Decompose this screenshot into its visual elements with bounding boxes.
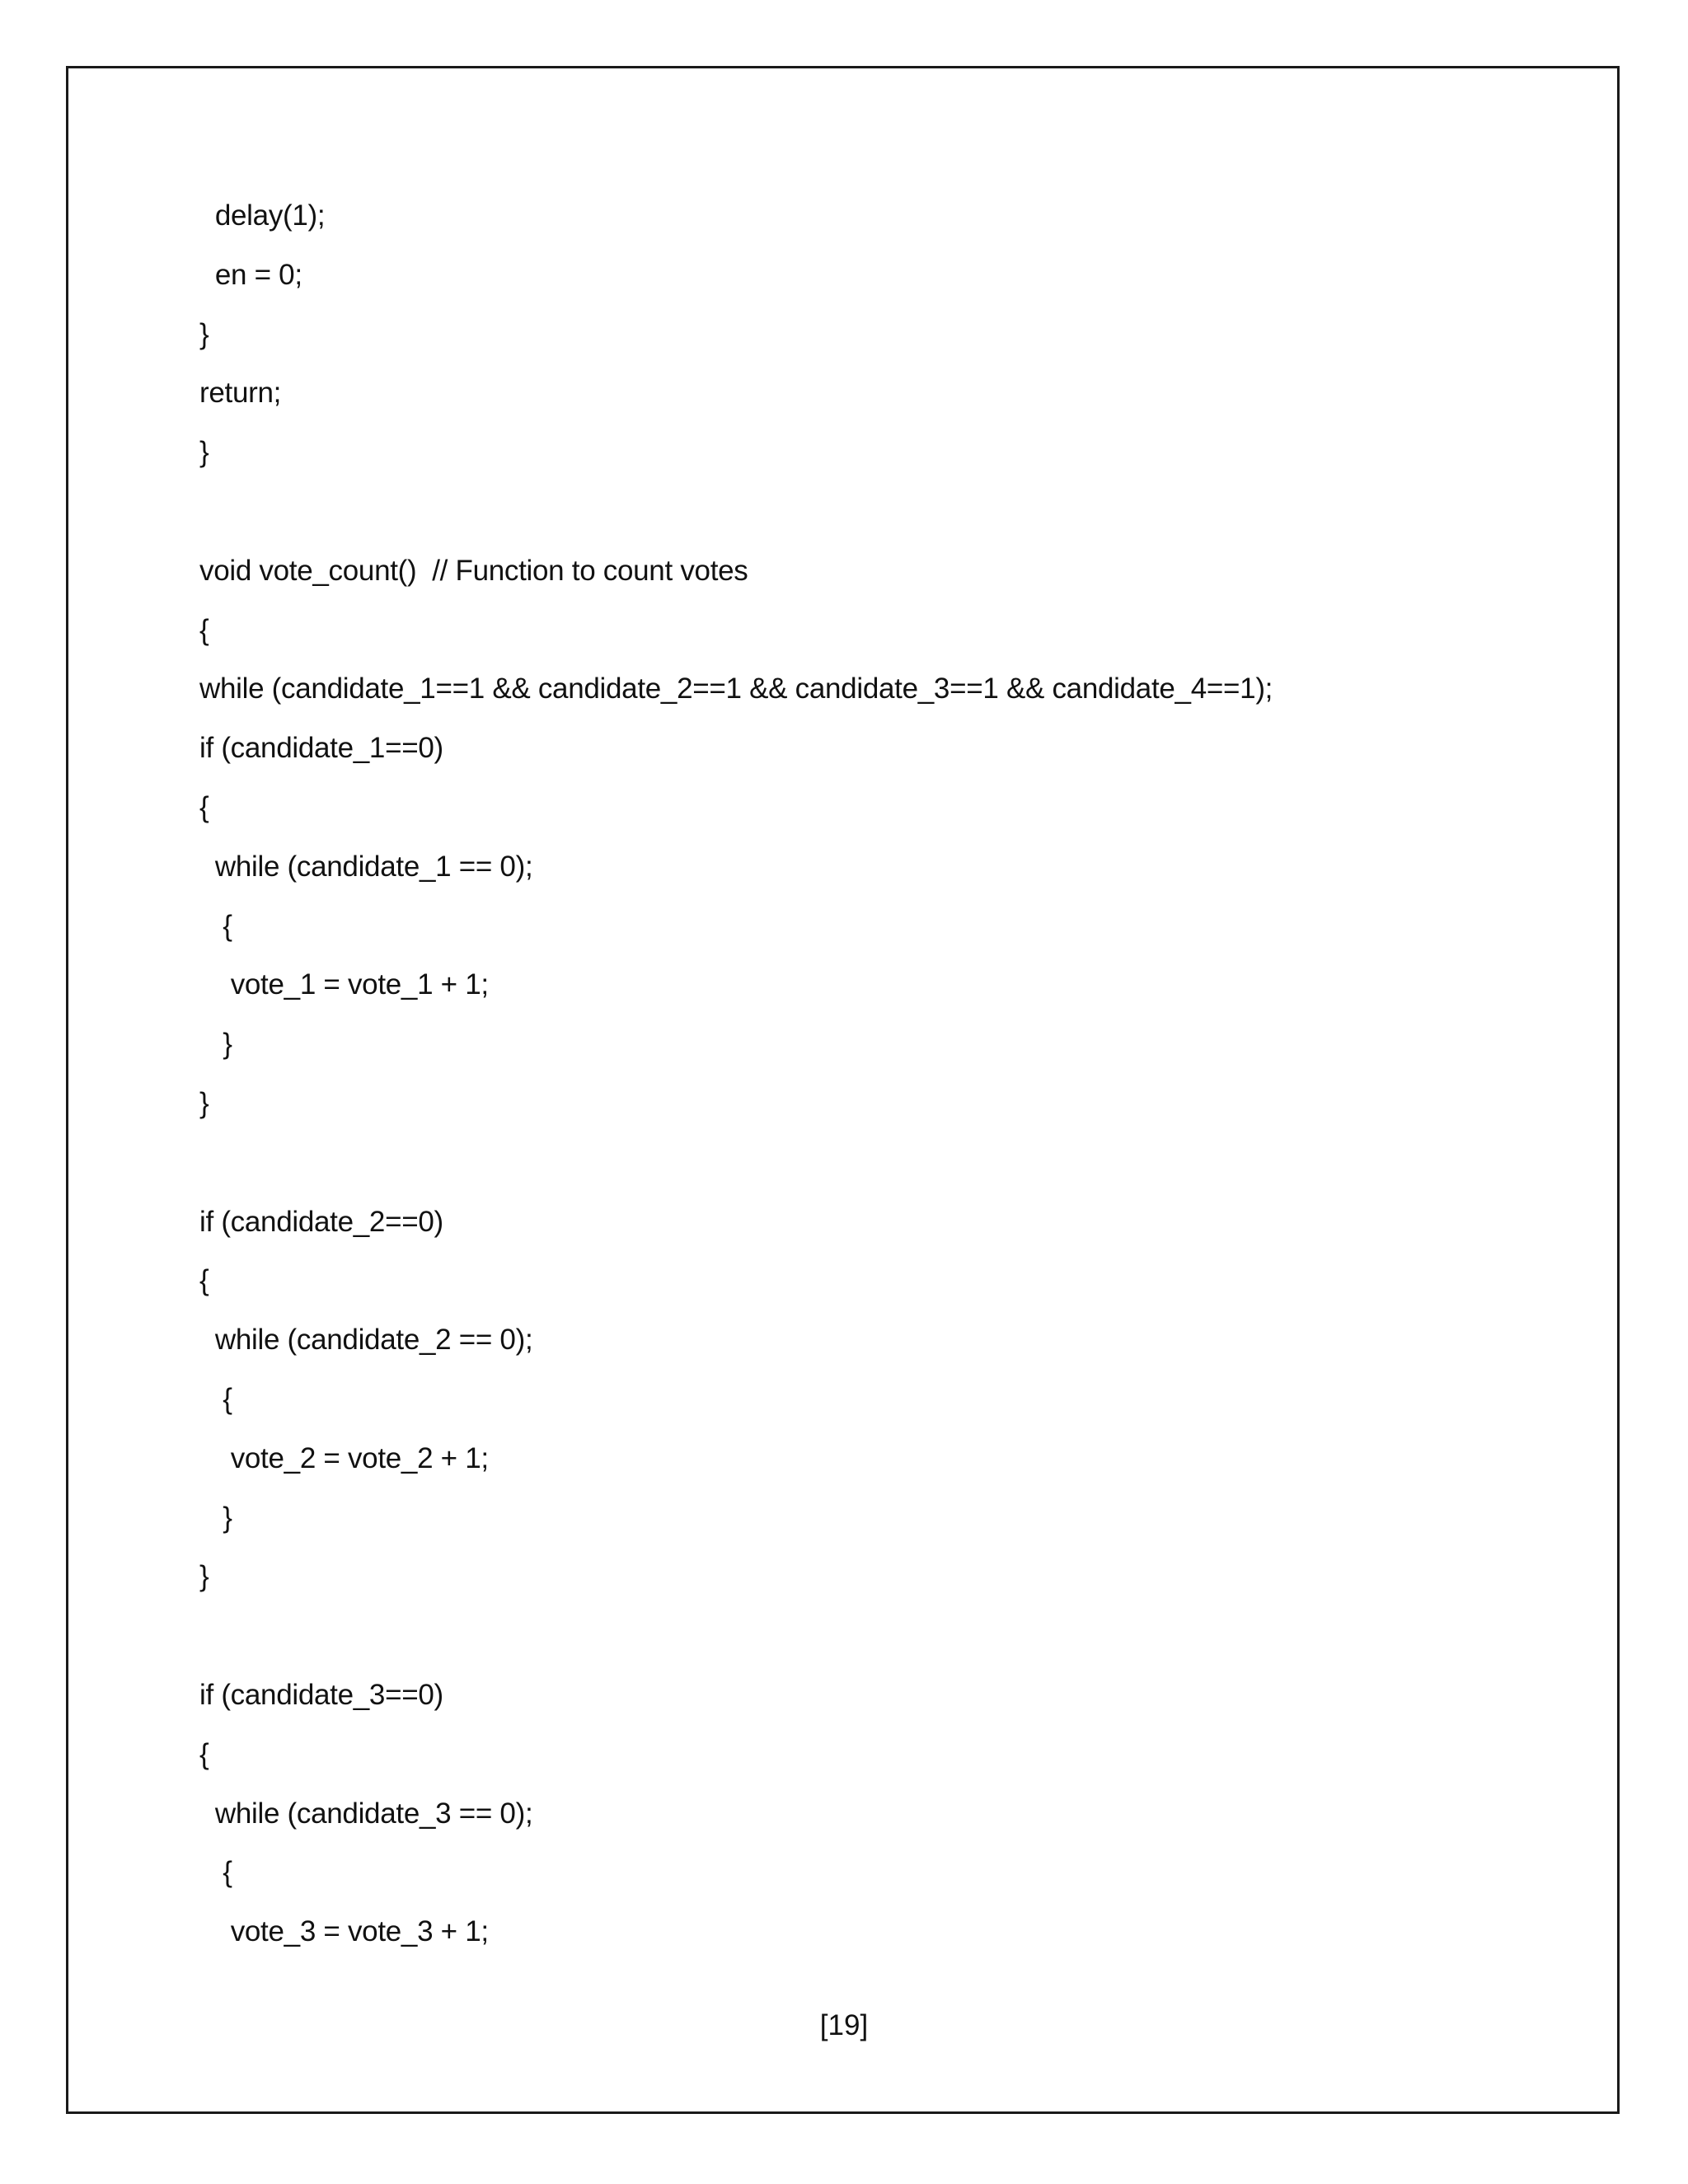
- code-line: while (candidate_1 == 0);: [199, 850, 533, 883]
- code-line: en = 0;: [199, 258, 302, 291]
- code-line: while (candidate_2 == 0);: [199, 1324, 533, 1357]
- code-line: }: [199, 1560, 209, 1593]
- code-line: {: [199, 1856, 232, 1889]
- code-line: return;: [199, 377, 282, 410]
- code-line-blank: [199, 494, 1273, 553]
- code-line: }: [199, 317, 209, 350]
- code-listing: [199, 198, 1273, 1973]
- code-line-blank: [199, 1145, 1273, 1204]
- code-line: vote_3 = vote_3 + 1;: [199, 1915, 489, 1948]
- code-line: {: [199, 790, 209, 823]
- code-line: while (candidate_1==1 && candidate_2==1 && candidate_3==1 && candidate_4==1);: [199, 673, 1273, 705]
- code-line: void vote_count() // Function to count votes: [199, 554, 748, 587]
- code-line: while (candidate_3 == 0);: [199, 1797, 533, 1830]
- code-line-blank: [199, 1618, 1273, 1677]
- code-line: {: [199, 1264, 209, 1297]
- code-line: {: [199, 1382, 232, 1415]
- code-line: }: [199, 1501, 232, 1534]
- code-line: {: [199, 613, 209, 646]
- code-line: {: [199, 909, 232, 942]
- code-line: }: [199, 436, 209, 469]
- page-number: [19]: [819, 2009, 869, 2041]
- code-line: }: [199, 1086, 209, 1119]
- code-line: vote_1 = vote_1 + 1;: [199, 968, 489, 1001]
- code-line: {: [199, 1737, 209, 1770]
- code-line: }: [199, 1028, 232, 1061]
- code-line: delay(1);: [199, 199, 326, 232]
- code-line: if (candidate_1==0): [199, 732, 443, 765]
- code-line: vote_2 = vote_2 + 1;: [199, 1441, 489, 1474]
- code-line: if (candidate_2==0): [199, 1205, 443, 1238]
- code-line: if (candidate_3==0): [199, 1678, 443, 1711]
